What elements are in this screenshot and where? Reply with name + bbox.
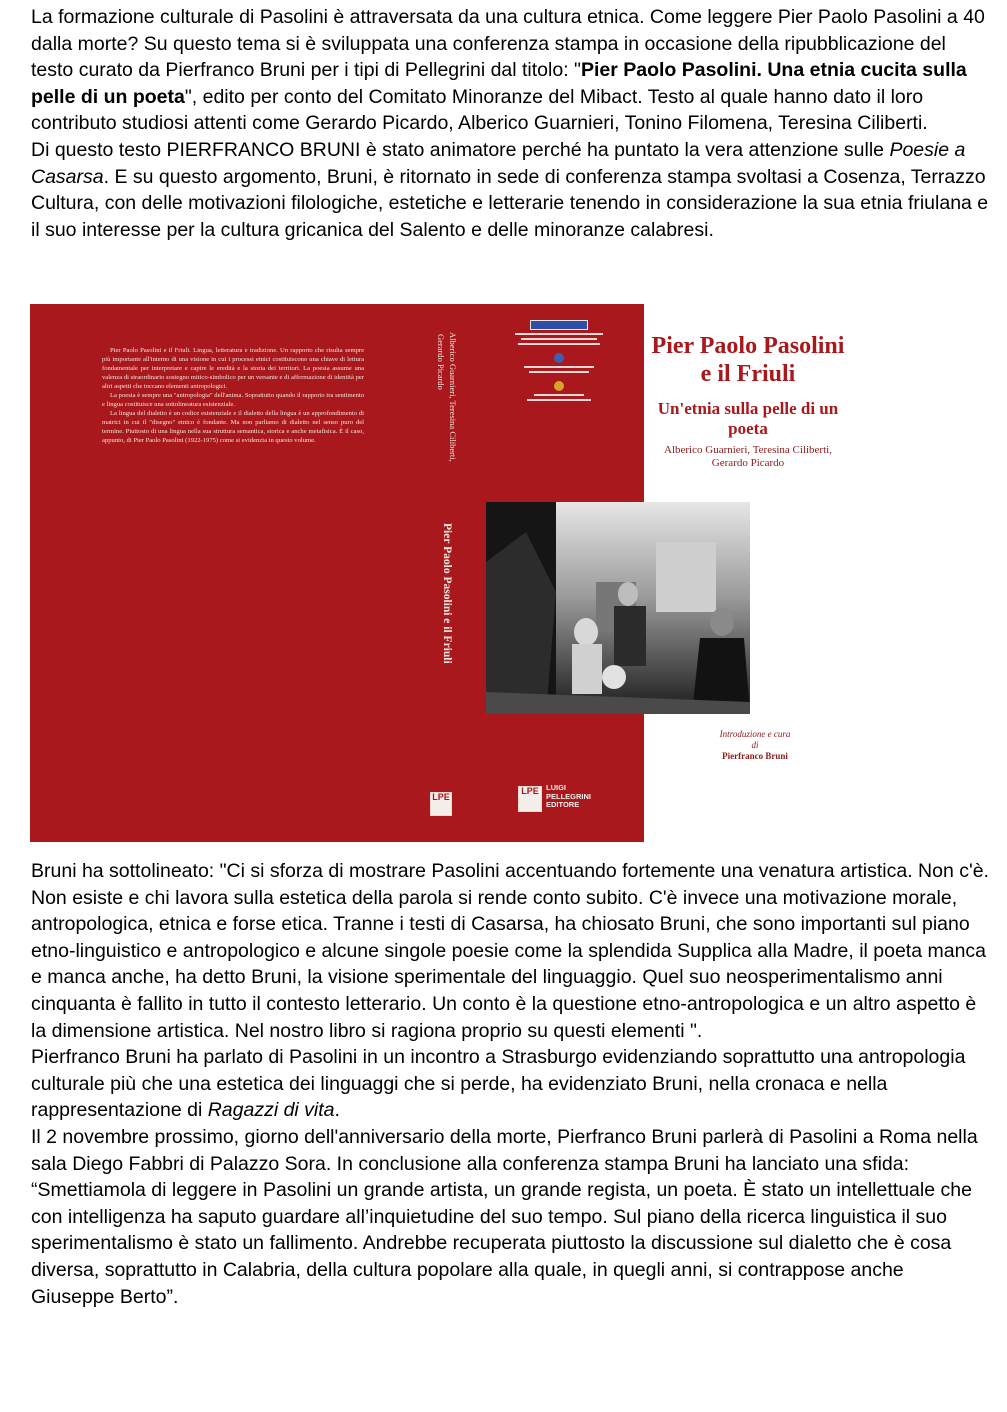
text-run: Pierfranco Bruni ha parlato di Pasolini in un incontro a Strasburgo evidenziando soprattutto una antropologia culturale più che una estetica dei linguaggi che si perde, ha evidenziato Bruni, nella cronaca e nella rappresentazione di [31, 1046, 966, 1122]
ministry-logo [530, 320, 588, 330]
text-run: Pier Paolo Pasolini. Una etnia cucita sulla pelle di un poeta [31, 59, 967, 108]
spine-publisher-logo: LPE [430, 792, 452, 816]
cover-front-title: Pier Paolo Pasolini e il Friuli [651, 333, 845, 387]
cover-photo [486, 502, 750, 714]
cover-back-text [102, 346, 364, 445]
spine-authors-2: Gerardo Picardo [436, 334, 446, 390]
back-paragraph: Pier Paolo Pasolini e il Friuli. Lingua, letteratura e tradizione. Un rapporto che risulta sempre più importante all'interno di una visione in cui i processi etnici costituiscono una chiave di lettura fondamentale per interpretare e capire le eredità e la storia dei territori. La poesia assume una valenza di straordinario sostegno mitico-simbolico per un versante e di affermazione di identità per altri aspetti che toccano elementi antropologici. [102, 347, 364, 390]
cover-curatela: Introduzione e cura di Pierfranco Bruni [719, 729, 791, 761]
cover-spine [428, 328, 476, 828]
back-paragraph: La poesia è sempre una "antropologia" dell'anima. Soprattutto quando il rapporto tra sentimento e lingua costituisce una sottolineatura esistenziale. [102, 392, 364, 408]
text-run: La formazione culturale di Pasolini è attraversata da una cultura etnica. Come leggere Pier Paolo Pasolini a 40 dalla morte? Su questo tema si è sviluppata una conferenza stampa in occasione della ripubblicazione del testo curato da Pierfranco Bruni per i tipi di Pellegrini dal titolo: " [31, 6, 985, 82]
text-run: . E su questo argomento, Bruni, è ritornato in sede di conferenza stampa svoltasi a Cosenza, Terrazzo Cultura, con delle motivazioni filologiche, estetiche e letterarie tenendo in considerazione la sua etnia friulana e il suo interesse per la cultura gricanica del Salento e delle minoranze calabresi. [31, 165, 989, 241]
spine-authors: Alberico Guarnieri, Teresina Ciliberti, [448, 332, 458, 462]
back-paragraph: La lingua del dialetto è un codice esistenziale e il dialetto della lingua è un approfondimento di matrici in cui il "disegno" etnico è fondante. Ma non parliamo di dialetto nel senso puro del termine. Piuttosto di una lingua nella sua struttura semantica, storica e anche metafisica. È il caso, appunto, di Pier Paolo Pasolini (1922-1975) come si evidenzia in questo volume. [102, 410, 364, 444]
text-run: Ragazzi di vita [207, 1099, 335, 1122]
publisher-name: LUIGI PELLEGRINI EDITORE [546, 783, 592, 809]
text-run: ", edito per conto del Comitato Minoranze del Mibact. Testo al quale hanno dato il loro contributo studiosi attenti come Gerardo Picardo, Alberico Guarnieri, Tonino Filomena, Teresina Ciliberti. [31, 85, 928, 135]
cover-front-subtitle: Un'etnia sulla pelle di un poeta [657, 399, 839, 438]
text-run: . [334, 1099, 340, 1122]
institution-logos [500, 320, 618, 401]
text-run: Poesie a Casarsa [31, 138, 966, 188]
spine-title: Pier Paolo Pasolini e il Friuli [441, 523, 453, 664]
article-paragraph-intro [31, 4, 991, 243]
article-paragraph-quote [31, 858, 991, 1310]
publisher-logo: LPE [518, 786, 542, 812]
republic-emblem-icon [554, 381, 564, 391]
committee-emblem-icon [554, 353, 564, 363]
text-run: Di questo testo PIERFRANCO BRUNI è stato animatore perché ha puntato la vera attenzione sulle [31, 138, 890, 161]
text-run: Il 2 novembre prossimo, giorno dell'anniversario della morte, Pierfranco Bruni parlerà di Pasolini a Roma nella sala Diego Fabbri di Palazzo Sora. In conclusione alla conferenza stampa Bruni ha lanciato una sfida: “Smettiamola di leggere in Pasolini un grande artista, un grande regista, un poeta. È stato un intellettuale che con intelligenza ha saputo guardare all’inquietudine del suo tempo. Sul piano della ricerca linguistica il suo sperimentalismo è stato un fallimento. Andrebbe recuperata piuttosto la discussione sul dialetto che è cosa diversa, soprattutto in Calabria, della cultura popolare alla quale, in quegli anni, si contrappose anche Giuseppe Berto”. [31, 1125, 978, 1308]
text-run: Bruni ha sottolineato: "Ci si sforza di mostrare Pasolini accentuando fortemente una venatura artistica. Non c'è. Non esiste e chi lavora sulla estetica della parola si rende conto subito. C'è invece una motivazione morale, antropologica, etnica e forse etica. Tranne i testi di Casarsa, ha chiosato Bruni, che sono importanti sul piano etno-linguistico e antropologico e alcune singole poesie come la splendida Supplica alla Madre, il poeta manca e manca anche, ha detto Bruni, la visione sperimentale del linguaggio. Quel suo neosperimentalismo anni cinquanta è fallito in tutto il contesto letterario. Un conto è la questione etno-antropologica e un altro aspetto è la dimensione artistica. Nel nostro libro si ragiona proprio su questi elementi ". [31, 860, 989, 1042]
cover-front-authors: Alberico Guarnieri, Teresina Ciliberti, Gerardo Picardo [664, 444, 832, 469]
